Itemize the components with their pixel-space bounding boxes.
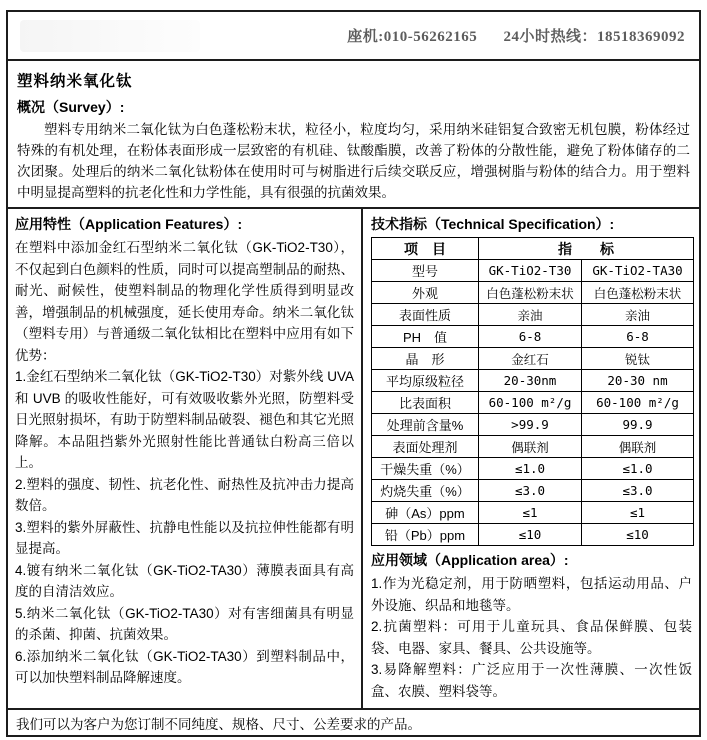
contact-phones (325, 25, 685, 46)
spec-row-value-ta30: ≤1.0 (582, 458, 694, 480)
spec-table-row (372, 392, 694, 414)
spec-row-value-t30: ≤3.0 (479, 480, 582, 502)
spec-row-value-t30: ≤10 (479, 524, 582, 546)
spec-table-row (372, 458, 694, 480)
spec-table-row (372, 260, 694, 282)
header-strip (8, 12, 699, 61)
spec-row-value-ta30: 白色蓬松粉末状 (582, 282, 694, 304)
spec-row-label: 铅（Pb）ppm (372, 524, 479, 546)
spec-table-row (372, 436, 694, 458)
application-item: 1.作为光稳定剂，用于防晒塑料，包括运动用品、户外设施、织品和地毯等。 (371, 576, 692, 613)
spec-row-value-ta30: 60-100 m²/g (582, 392, 694, 414)
feature-item: 4.镀有纳米二氧化钛（GK-TiO2-TA30）薄膜表面具有高度的自清洁效应。 (15, 562, 354, 599)
feature-item: 1.金红石型纳米二氧化钛（GK-TiO2-T30）对紫外线 UVA 和 UVB 的吸收性能好，可有效吸收紫外光照，防塑料受日光照射损坏，有助于防塑料制品破裂、褪色和其它光照降解。本品阻挡紫外光照射性能比普通钛白粉高三倍以上。 (15, 369, 354, 470)
spec-row-value-ta30: 6-8 (582, 326, 694, 348)
spec-row-label: 平均原级粒径 (372, 370, 479, 392)
footer-strip (8, 708, 699, 735)
spec-row-value-t30: ≤1.0 (479, 458, 582, 480)
spec-table-body (372, 260, 694, 546)
features-list (15, 366, 354, 689)
application-item: 2.抗菌塑料：可用于儿童玩具、食品保鲜膜、包装袋、电器、家具、餐具、公共设施等。 (371, 619, 692, 656)
spec-row-value-t30: ≤1 (479, 502, 582, 524)
page-title: 塑料纳米氧化钛 (17, 73, 133, 90)
spec-row-value-ta30: ≤10 (582, 524, 694, 546)
feature-item: 5.纳米二氧化钛（GK-TiO2-TA30）对有害细菌具有明显的杀菌、抑菌、抗菌效果。 (15, 605, 354, 642)
document-page (6, 10, 701, 737)
spec-row-label: 外观 (372, 282, 479, 304)
spec-row-value-ta30: ≤3.0 (582, 480, 694, 502)
spec-col-item-header: 项 目 (372, 238, 479, 260)
spec-row-value-ta30: 亲油 (582, 304, 694, 326)
two-column-area (8, 207, 699, 708)
spec-row-label: 灼烧失重（%） (372, 480, 479, 502)
spec-row-label: 干燥失重（%） (372, 458, 479, 480)
application-item: 3.易降解塑料：广泛应用于一次性薄膜、一次性饭盒、农膜、塑料袋等。 (371, 662, 692, 699)
spec-heading: 技术指标（Technical Specification）: (371, 216, 615, 232)
feature-item: 2.塑料的强度、韧性、抗老化性、耐热性及抗冲击力提高数倍。 (15, 476, 354, 513)
survey-heading: 概况（Survey）: (17, 99, 125, 115)
features-intro: 在塑料中添加金红石型纳米二氧化钛（GK-TiO2-T30），不仅起到白色颜料的性质，同时可以提高塑制品的耐热、耐光、耐候性，使塑料制品的物理化学性质得到明显改善，增强制品的机械强度，延长使用寿命。纳米二氧化钛（塑料专用）与普通级二氧化钛相比在塑料中应用有如下优势： (15, 240, 354, 363)
spec-row-value-ta30: GK-TiO2-TA30 (582, 260, 694, 282)
spec-table-row (372, 370, 694, 392)
spec-table-row (372, 524, 694, 546)
spec-row-label: 处理前含量% (372, 414, 479, 436)
landline-number: 座机:010-56262165 (347, 29, 478, 45)
custom-order-note: 我们可以为客户为您订制不同纯度、规格、尺寸、公差要求的产品。 (16, 716, 421, 732)
spec-row-label: PH 值 (372, 326, 479, 348)
spec-row-label: 比表面积 (372, 392, 479, 414)
application-area-section (371, 550, 692, 702)
application-list (371, 573, 692, 702)
spec-row-label: 砷（As）ppm (372, 502, 479, 524)
spec-row-value-t30: 60-100 m²/g (479, 392, 582, 414)
spec-row-value-t30: 白色蓬松粉末状 (479, 282, 582, 304)
feature-item: 6.添加纳米二氧化钛（GK-TiO2-TA30）到塑料制品中，可以加快塑料制品降解速度。 (15, 648, 354, 685)
spec-row-value-ta30: 锐钛 (582, 348, 694, 370)
spec-table-row (372, 480, 694, 502)
features-heading: 应用特性（Application Features）: (15, 216, 243, 232)
spec-row-value-ta30: ≤1 (582, 502, 694, 524)
hotline-number: 24小时热线：18518369092 (503, 29, 685, 45)
spec-table-row (372, 502, 694, 524)
spec-row-value-ta30: 偶联剂 (582, 436, 694, 458)
intro-section (8, 61, 699, 207)
spec-table-row (372, 304, 694, 326)
spec-table (371, 237, 694, 546)
spec-row-value-t30: 亲油 (479, 304, 582, 326)
spec-table-row (372, 414, 694, 436)
spec-row-label: 表面性质 (372, 304, 479, 326)
features-column (8, 209, 363, 708)
spec-row-value-t30: 20-30nm (479, 370, 582, 392)
spec-table-header-row (372, 238, 694, 260)
spec-row-value-ta30: 99.9 (582, 414, 694, 436)
spec-row-value-ta30: 20-30 nm (582, 370, 694, 392)
spec-row-label: 型号 (372, 260, 479, 282)
faded-logo (20, 20, 200, 52)
spec-table-row (372, 282, 694, 304)
application-heading: 应用领域（Application area）: (371, 552, 569, 568)
spec-row-label: 晶 形 (372, 348, 479, 370)
spec-row-value-t30: 6-8 (479, 326, 582, 348)
spec-row-label: 表面处理剂 (372, 436, 479, 458)
spec-col-value-header: 指 标 (479, 238, 694, 260)
spec-table-row (372, 326, 694, 348)
feature-item: 3.塑料的紫外屏蔽性、抗静电性能以及抗拉伸性能都有明显提高。 (15, 519, 354, 556)
survey-paragraph: 塑料专用纳米二氧化钛为白色蓬松粉末状，粒径小，粒度均匀，采用纳米硅铝复合致密无机包膜，粉体经过特殊的有机处理，在粉体表面形成一层致密的有机硅、钛酸酯膜，改善了粉体的分散性能，避免了粉体储存的二次团聚。处理后的纳米二氧化钛粉体在使用时可与树脂进行后续交联反应，增强树脂与粉体的结合力。用于塑料中明显提高塑料的抗老化性和力学性能，具有很强的抗菌效果。 (17, 122, 690, 200)
spec-row-value-t30: GK-TiO2-T30 (479, 260, 582, 282)
spec-table-row (372, 348, 694, 370)
spec-row-value-t30: 偶联剂 (479, 436, 582, 458)
spec-row-value-t30: >99.9 (479, 414, 582, 436)
spec-row-value-t30: 金红石 (479, 348, 582, 370)
spec-column (363, 209, 699, 708)
